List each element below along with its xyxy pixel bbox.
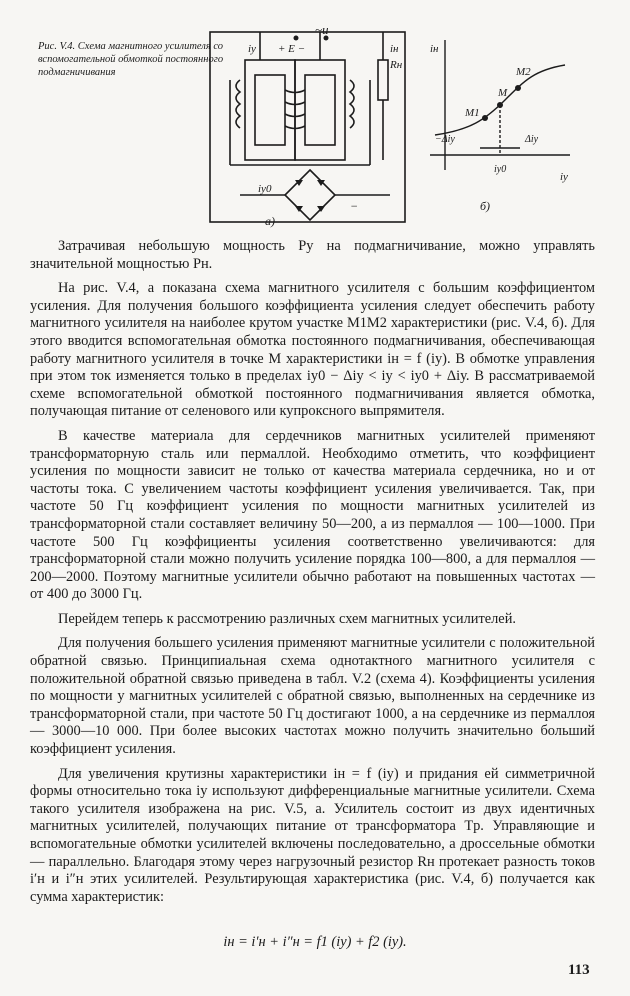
x-axis-label: iу: [560, 171, 568, 183]
paragraph: Затрачивая небольшую мощность Pу на подмагничивание, можно управлять значительной мощностью Pн.: [30, 238, 595, 272]
control-current-label: iу: [248, 43, 256, 55]
delta-right-label: Δiу: [525, 134, 539, 145]
paragraph: В качестве материала для сердечников магнитных усилителей применяют трансформаторную сталь или пермаллой. Необходимо отметить, что коэффициент усиления по мощности зависит не только от качества материала сердечника, но и от частоты тока. С увеличением частоты коэффициент усиления увеличивается. Так, при частоте 50 Гц коэффициент усиления по мощности магнитных усилителей из трансформаторной стали составляет величину 50—200, а из пермаллоя — 100—1000. При частоте 500 Гц коэффициенты усиления соответственно увеличиваются: для трансформаторной стали можно получить усиление порядка 100—800, а для пермаллоя — 200—2000. Поэтому магнитные усилители обычно работают на повышенных частотах — от 400 до 3000 Гц.: [30, 427, 595, 603]
paragraph: На рис. V.4, а показана схема магнитного усилителя с большим коэффициентом усиления. Для получения большого коэффициента усиления следует обеспечить работу магнитного усилителя на наиболее крутом участке M1M2 характеристики (рис. V.4, б). Для этого вводится вспомогательная обмотка постоянного подмагничивания, обеспечивающая работу магнитного усилителя в точке M характеристики iн = f (iу). В обмотке управления при этом ток изменяется только в пределах iу0 − Δiу < iу < iу0 + Δiу. В рассматриваемой схеме вспомогательной обмоткой постоянного подмагничивания является обмотка, получающая питание от селенового или купроксного выпрямителя.: [30, 280, 595, 420]
figure-caption: Рис. V.4. Схема магнитного усилителя со вспомогательной обмоткой постоянного подмагничивания: [38, 41, 224, 78]
point-m-label: M: [498, 87, 508, 99]
load-current-label: iн: [390, 43, 399, 55]
figure-b-label: б): [480, 199, 491, 213]
characteristic-curve: [435, 65, 565, 135]
winding-left: [236, 80, 240, 128]
load-resistor: [378, 60, 388, 100]
terminal-left: [294, 36, 299, 41]
figure-b-characteristic: [420, 30, 580, 220]
source-label: + E −: [278, 43, 306, 55]
paragraph: Для получения большего усиления применяют магнитные усилители с положительной обратной связью. Принципиальная схема однотактного магнитного усилителя с положительной обратной связью приведена в табл. V.2 (схема 4). Коэффициенты усиления по мощности у магнитных усилителей с обратной связью, выполненных на сердечнике из трансформаторной стали, при частоте 50 Гц достигают 1000, а на сердечнике из пермаллоя — 3000—10 000. При более высоких частотах можно получить значительно больший коэффициент усиления.: [30, 635, 595, 758]
load-resistor-label: Rн: [390, 59, 403, 71]
winding-right: [350, 80, 354, 128]
point-m2-label: M2: [516, 66, 531, 78]
page-number: 113: [568, 962, 590, 978]
bias-current-label: iу0: [258, 183, 272, 195]
delta-left-label: −Δiу: [435, 134, 455, 145]
figure-a-circuit: [200, 20, 420, 230]
minus-label: −: [350, 199, 359, 213]
figure-a-label: а): [265, 214, 275, 228]
page-text: [30, 238, 595, 913]
point-m1-label: M1: [465, 107, 480, 119]
bridge-rectifier: [285, 170, 335, 220]
supply-label: ~u: [315, 22, 329, 37]
paragraph: Для увеличения крутизны характеристики iн = f (iу) и придания ей симметричной формы относительно тока iу используют дифференциальные магнитные усилители. Схема такого усилителя изображена на рис. V.5, а. Усилитель состоит из двух идентичных магнитных усилителей, получающих питание от трансформатора Tр. Управляющие и вспомогательные обмотки усилителей включены последовательно, а дроссельные обмотки — параллельно. Благодаря этому через нагрузочный резистор Rн протекает разность токов i′н и i″н этих усилителей. Результирующая характеристика (рис. V.4, б) получается как сумма характеристик:: [30, 765, 595, 905]
y-axis-label: iн: [430, 43, 439, 55]
formula: iн = i′н + i″н = f1 (iу) + f2 (iу).: [223, 934, 407, 950]
operating-current-label: iу0: [494, 164, 507, 175]
point-m2: [515, 85, 521, 91]
paragraph: Перейдем теперь к рассмотрению различных схем магнитных усилителей.: [58, 610, 516, 627]
point-m: [497, 102, 503, 108]
point-m1: [482, 115, 488, 121]
